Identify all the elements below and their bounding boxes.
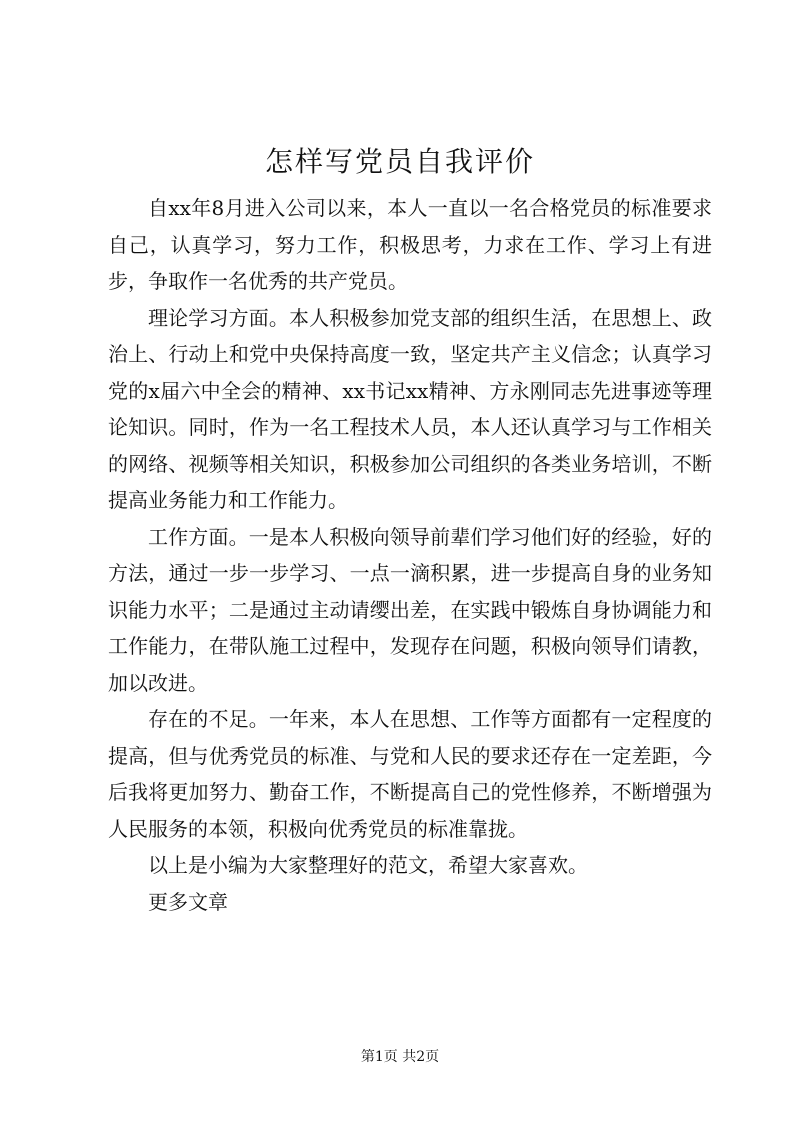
paragraph-theory-study: 理论学习方面。本人积极参加党支部的组织生活，在思想上、政治上、行动上和党中央保持高度一致，坚定共产主义信念；认真学习党的x届六中全会的精神、xx书记xx精神、方永刚同志先进事迹等理论知识。同时，作为一名工程技术人员，本人还认真学习与工作相关的网络、视频等相关知识，积极参加公司组织的各类业务培训，不断提高业务能力和工作能力。: [108, 305, 712, 512]
page-title: 怎样写党员自我评价: [264, 145, 535, 178]
more-articles-link[interactable]: 更多文章: [148, 889, 228, 914]
page-number-footer: 第1页 共2页: [360, 1049, 440, 1065]
paragraph-intro: 自xx年8月进入公司以来，本人一直以一名合格党员的标准要求自己，认真学习，努力工作，积极思考，力求在工作、学习上有进步，争取作一名优秀的共产党员。: [108, 196, 712, 293]
paragraph-closing: 以上是小编为大家整理好的范文，希望大家喜欢。: [148, 853, 588, 877]
document-body: [108, 190, 712, 920]
paragraph-work: 工作方面。一是本人积极向领导前辈们学习他们好的经验，好的方法，通过一步一步学习、一点一滴积累，进一步提高自身的业务知识能力水平；二是通过主动请缨出差，在实践中锻炼自身协调能力和工作能力，在带队施工过程中，发现存在问题，积极向领导们请教，加以改进。: [108, 524, 712, 695]
paragraph-shortcomings: 存在的不足。一年来，本人在思想、工作等方面都有一定程度的提高，但与优秀党员的标准、与党和人民的要求还存在一定差距，今后我将更加努力、勤奋工作，不断提高自己的党性修养，不断增强为人民服务的本领，积极向优秀党员的标准靠拢。: [108, 707, 712, 841]
